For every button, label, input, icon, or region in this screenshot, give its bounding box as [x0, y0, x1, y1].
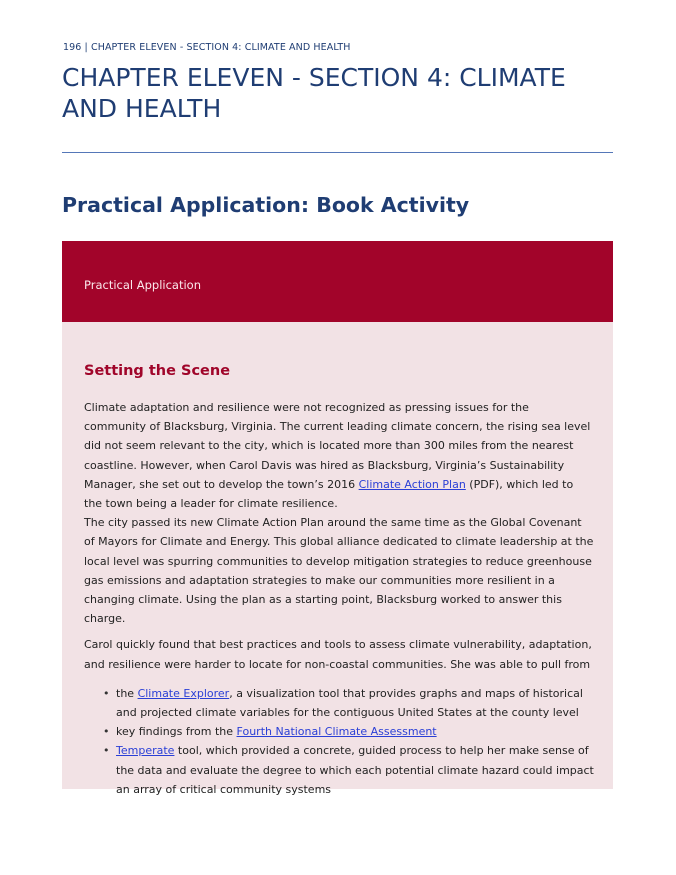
climate-explorer-link[interactable]: Climate Explorer: [137, 686, 230, 700]
list-item-text-end: tool, which provided a concrete, guided process to help her make sense of the data and evaluate the degree to which each potential climate hazard could impact an array of critical community systems: [116, 744, 594, 796]
box-text: [84, 398, 594, 799]
paragraph-3: Carol quickly found that best practices and tools to assess climate vulnerability, adaptation, and resilience were harder to locate for non-coastal communities. She was able to pull from: [84, 638, 592, 671]
list-item-text: key findings from the: [116, 725, 237, 739]
page-number: 196: [63, 42, 82, 53]
list-item: [116, 722, 594, 741]
paragraph-2: The city passed its new Climate Action Plan around the same time as the Global Covenant of Mayors for Climate and Energy. This global alliance dedicated to climate leadership at the local level was spurring communities to develop mitigation strategies to reduce greenhouse gas emissions and adaptation strategies to make our communities more resilient in a changing climate. Using the plan as a starting point, Blacksburg worked to answer this charge.: [84, 516, 594, 626]
list-item-text-end: , a visualization tool that provides graphs and maps of historical and projected climate variables for the contiguous United States at the county level: [116, 686, 583, 720]
box-body-heading: Setting the Scene: [84, 363, 231, 379]
chapter-title: CHAPTER ELEVEN - SECTION 4: CLIMATE AND HEALTH: [62, 63, 566, 123]
list-item: [116, 741, 594, 799]
temperate-link[interactable]: Temperate: [116, 744, 175, 758]
list-item: [116, 684, 594, 722]
climate-action-plan-link[interactable]: Climate Action Plan: [358, 477, 466, 491]
header-separator: |: [81, 42, 91, 53]
fourth-national-climate-assessment-link[interactable]: Fourth National Climate Assessment: [236, 725, 437, 739]
running-title: CHAPTER ELEVEN - SECTION 4: CLIMATE AND HEALTH: [90, 42, 351, 53]
paragraph-1-text: Climate adaptation and resilience were not recognized as pressing issues for the community of Blacksburg, Virginia. The current leading climate concern, the rising sea level did not seem relevant to the city, which is located more than 300 miles from the nearest coastline. However, when Carol Davis was hired as Blacksburg, Virginia’s Sustainability Manager, she set out to develop the town’s 2016: [84, 401, 591, 491]
paragraph-1-text-end: (PDF), which led to the town being a leader for climate resilience.: [84, 477, 574, 511]
running-header: [63, 42, 351, 53]
resource-list: [84, 684, 594, 799]
box-header-label: Practical Application: [84, 278, 202, 292]
section-heading: Practical Application: Book Activity: [62, 193, 470, 217]
title-divider: [62, 152, 613, 153]
practical-application-box-body: [62, 322, 613, 796]
paragraph-1: [84, 398, 594, 513]
practical-application-box-header: [62, 241, 613, 322]
list-item-text: the: [116, 686, 138, 700]
